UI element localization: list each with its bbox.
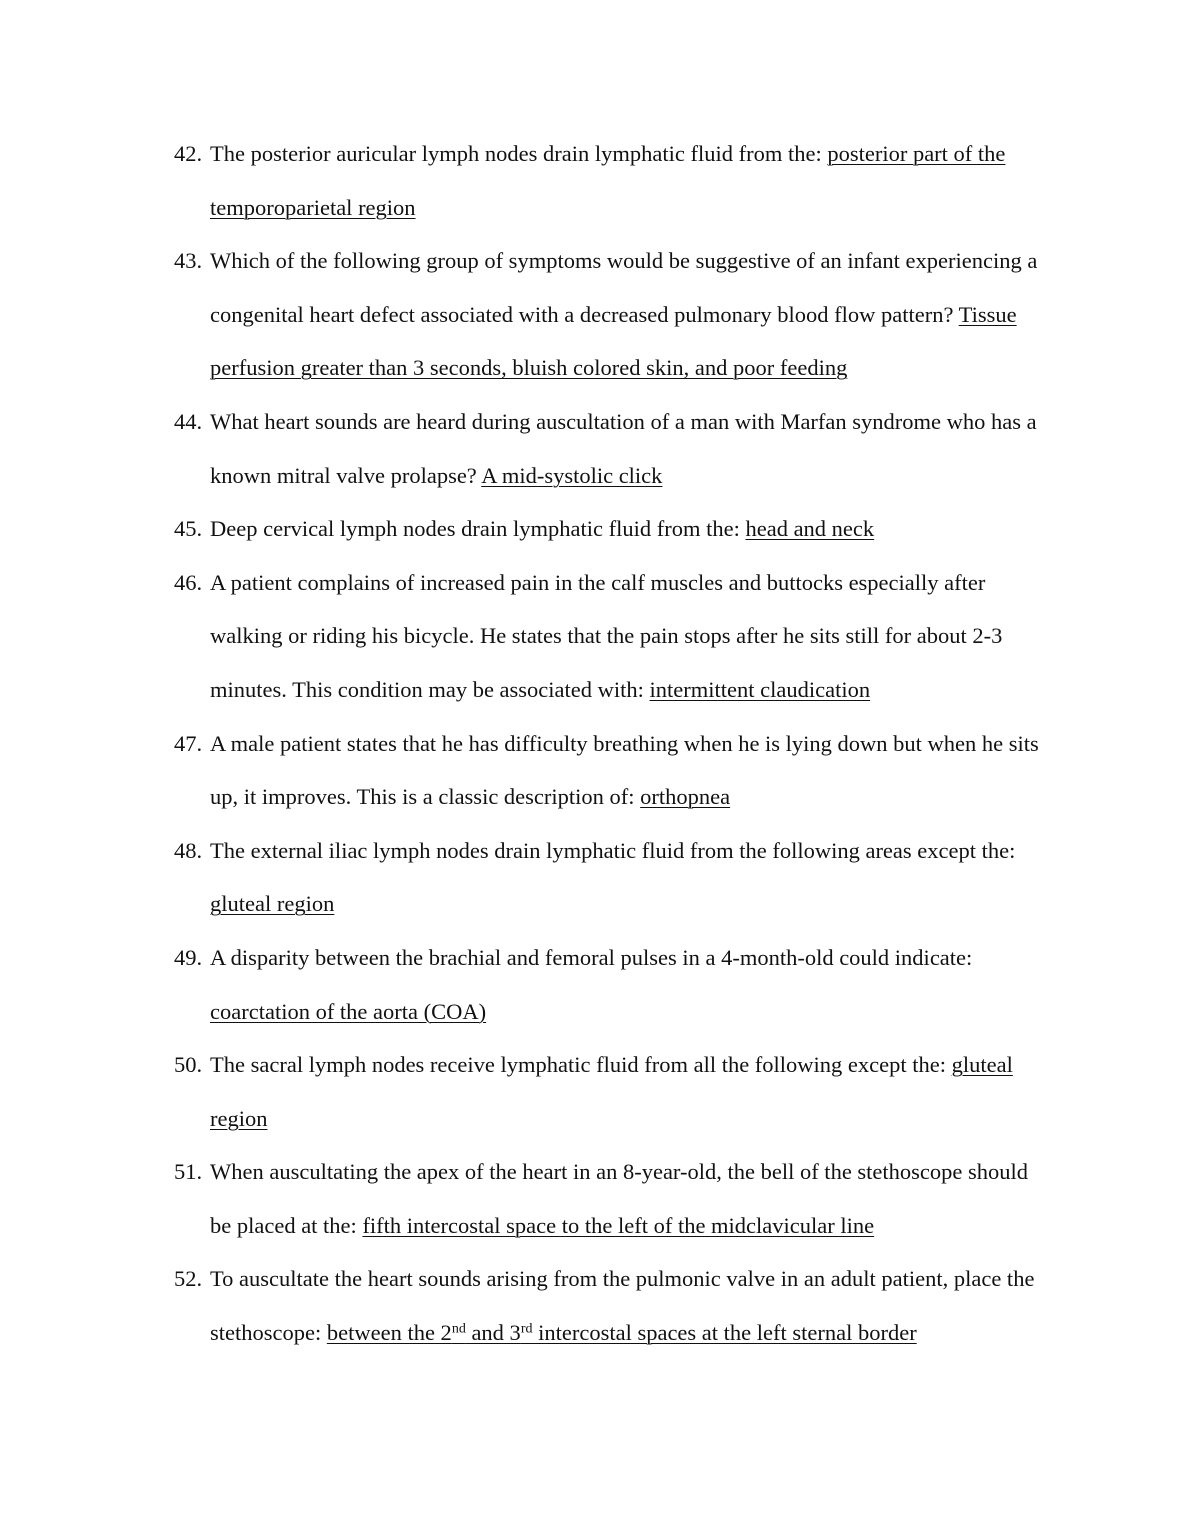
question-number: 52.	[174, 1266, 203, 1292]
question-number: 47.	[174, 730, 203, 756]
question-item-47	[174, 717, 1054, 824]
answer-part: and 3	[465, 1320, 521, 1346]
question-number: 51.	[174, 1159, 203, 1185]
question-number: 43.	[174, 248, 203, 274]
answer-text: gluteal region	[210, 891, 335, 917]
answer-text: gluteal region	[210, 1052, 1013, 1131]
question-item-51	[174, 1145, 1054, 1252]
answer-text: orthopnea	[640, 784, 731, 810]
question-number: 48.	[174, 837, 203, 863]
question-text: The external iliac lymph nodes drain lymphatic fluid from the following areas except the:	[210, 837, 1016, 863]
answer-text	[327, 1320, 917, 1345]
question-text: A male patient states that he has difficulty breathing when he is lying down but when he sits up, it improves. This is a classic description of:	[210, 730, 1039, 810]
question-item-46	[174, 556, 1054, 717]
question-list	[174, 127, 1054, 1360]
question-item-50	[174, 1038, 1054, 1145]
answer-text: posterior part of the temporoparietal region	[210, 141, 1006, 220]
question-number: 42.	[174, 141, 203, 166]
question-item-49	[174, 931, 1054, 1038]
question-text: To auscultate the heart sounds arising from the pulmonic valve in an adult patient, place the stethoscope:	[210, 1266, 1035, 1346]
question-text: Deep cervical lymph nodes drain lymphatic fluid from the:	[210, 516, 740, 542]
question-text: A patient complains of increased pain in the calf muscles and buttocks especially after walking or riding his bicycle. He states that the pain stops after he sits still for about 2-3 minutes. This condition may be associated with:	[210, 569, 1003, 702]
question-item-43	[174, 234, 1054, 395]
answer-text: fifth intercostal space to the left of the midclavicular line	[362, 1212, 875, 1238]
question-item-44	[174, 395, 1054, 502]
question-text: A disparity between the brachial and femoral pulses in a 4-month-old could indicate:	[210, 944, 973, 970]
answer-text: intermittent claudication	[649, 676, 871, 702]
question-text: The sacral lymph nodes receive lymphatic fluid from all the following except the:	[210, 1052, 947, 1078]
question-number: 46.	[174, 569, 203, 595]
question-item-42	[174, 127, 1054, 234]
question-text: Which of the following group of symptoms would be suggestive of an infant experiencing a congenital heart defect associated with a decreased pulmonary blood flow pattern?	[210, 248, 1038, 327]
answer-part: intercostal spaces at the left sternal border	[532, 1320, 917, 1346]
question-text: What heart sounds are heard during auscultation of a man with Marfan syndrome who has a known mitral valve prolapse?	[210, 408, 1037, 488]
superscript-ordinal: rd	[520, 1321, 533, 1337]
question-number: 50.	[174, 1052, 203, 1078]
question-item-48	[174, 824, 1054, 931]
question-number: 45.	[174, 516, 203, 542]
answer-text: coarctation of the aorta (COA)	[210, 998, 487, 1024]
superscript-ordinal: nd	[451, 1321, 466, 1337]
question-item-45	[174, 502, 1054, 556]
question-item-52	[174, 1252, 1054, 1359]
question-number: 44.	[174, 408, 203, 434]
answer-text: head and neck	[745, 516, 875, 542]
question-number: 49.	[174, 944, 203, 970]
answer-text: A mid-systolic click	[481, 462, 663, 488]
answer-part: between the 2	[326, 1320, 452, 1346]
question-text: The posterior auricular lymph nodes drain lymphatic fluid from the:	[210, 141, 822, 166]
question-text: When auscultating the apex of the heart in an 8-year-old, the bell of the stethoscope should be placed at the:	[210, 1159, 1029, 1238]
answer-text: Tissue perfusion greater than 3 seconds, bluish colored skin, and poor feeding	[210, 301, 1017, 381]
